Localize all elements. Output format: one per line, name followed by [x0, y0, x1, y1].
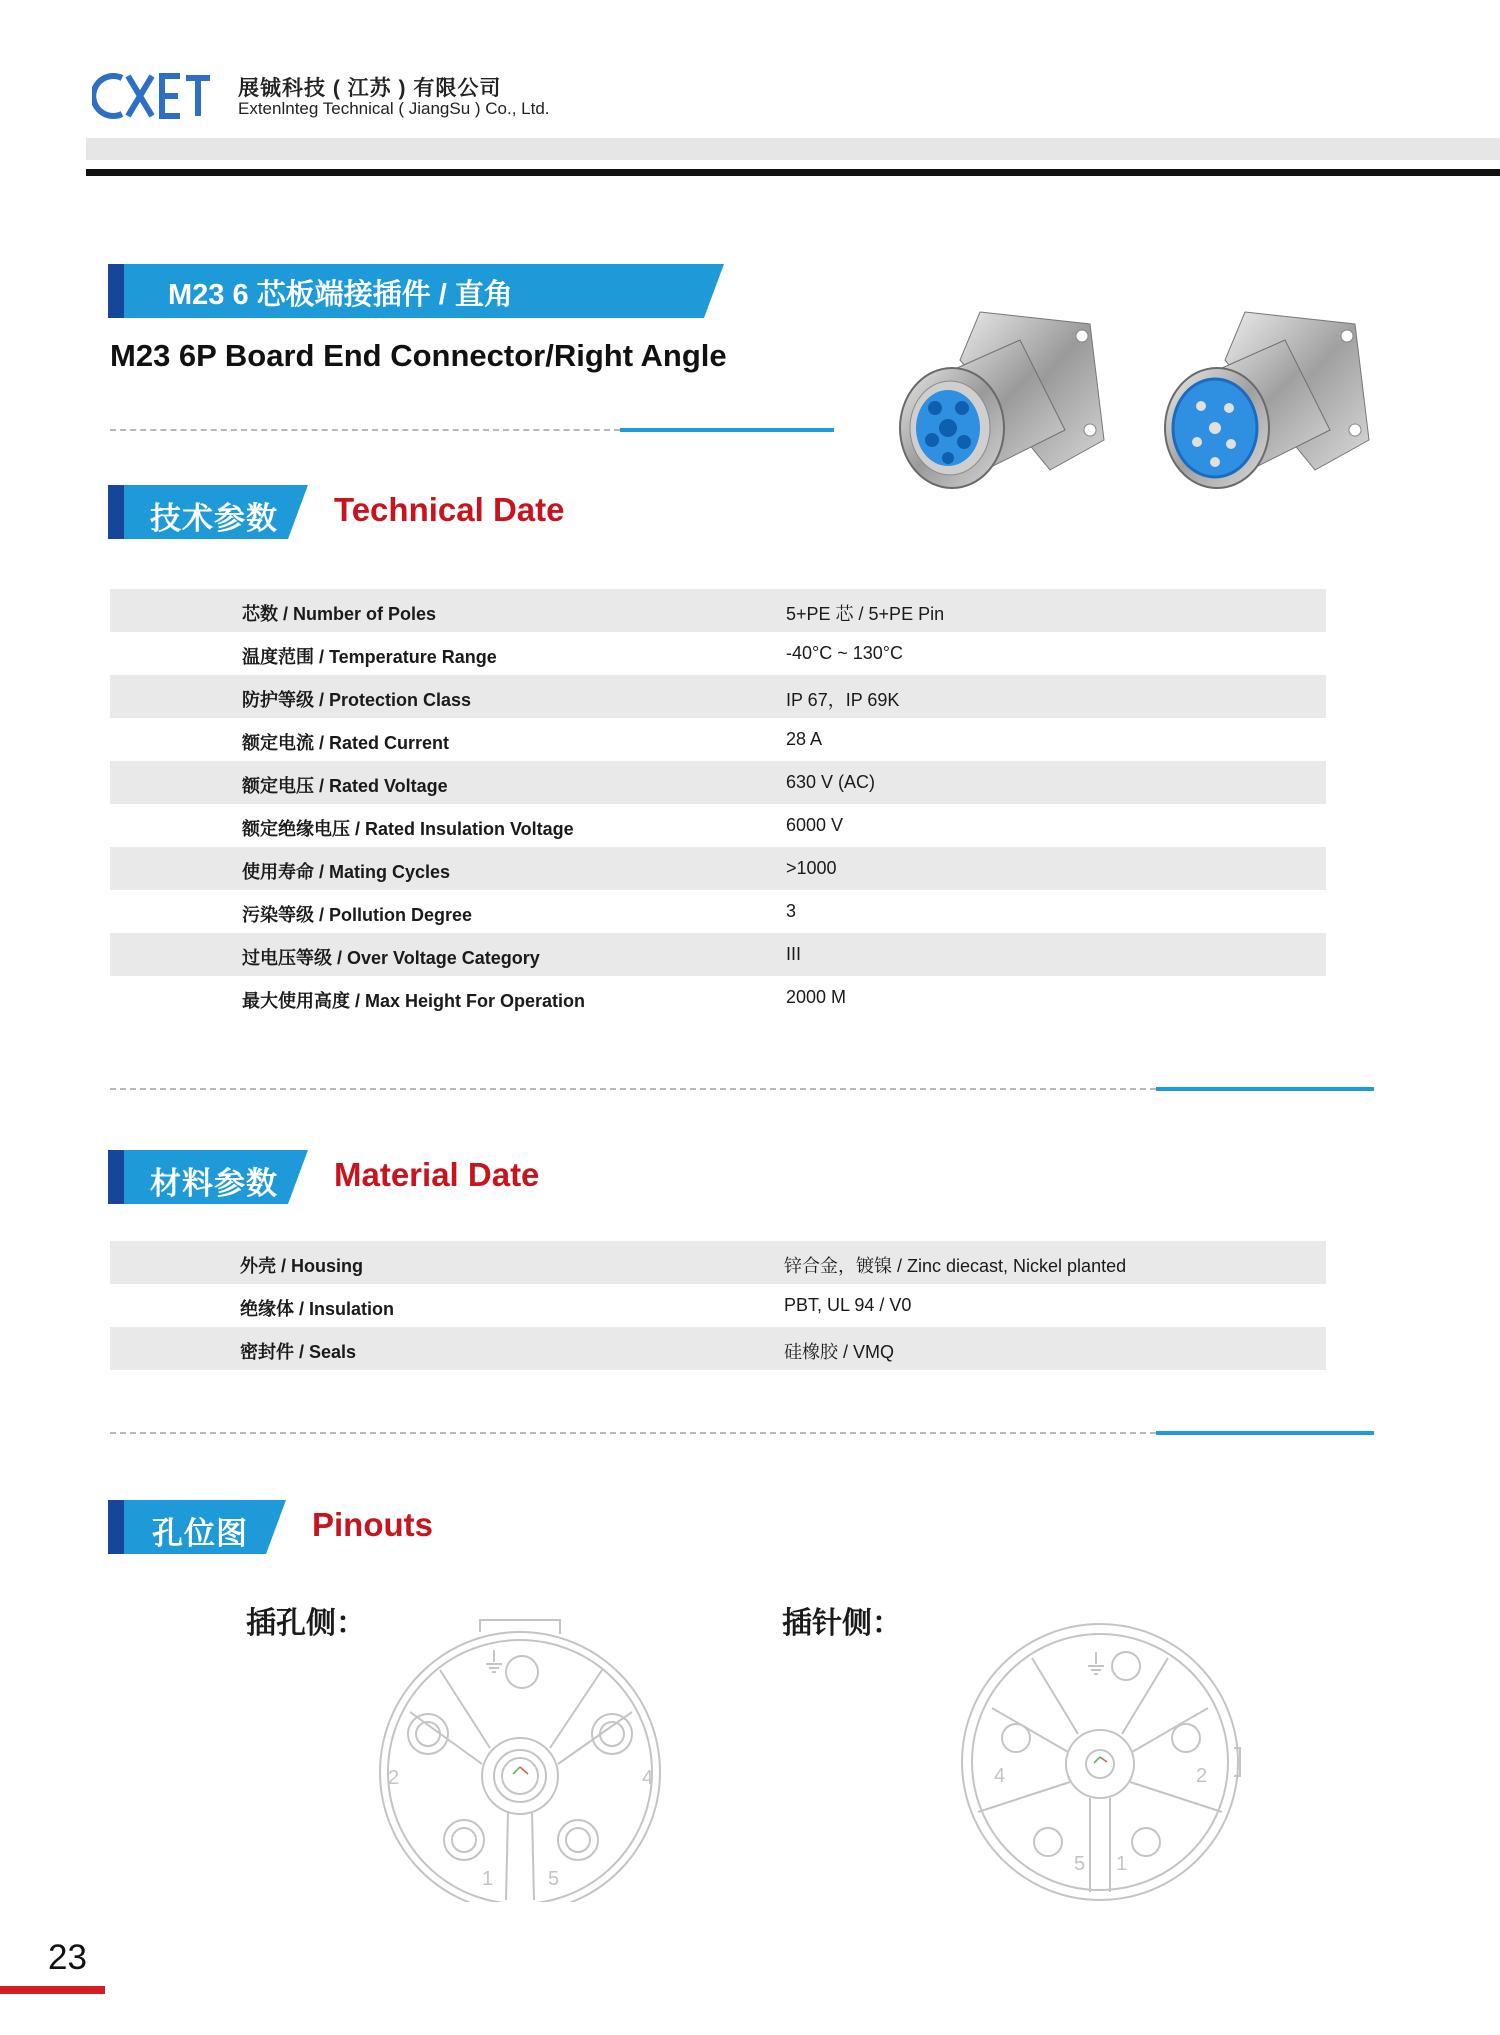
pin-number: 4: [994, 1765, 1006, 1787]
pinouts-heading-en: Pinouts: [312, 1506, 433, 1543]
pin-number: 2: [388, 1767, 400, 1789]
header-band: [86, 138, 1500, 160]
pin-number: 2: [1196, 1765, 1208, 1787]
spec-value: 630 V (AC): [786, 772, 876, 792]
material-heading-cn: 材料参数: [150, 1166, 278, 1201]
company-logo: [92, 70, 210, 122]
technical-heading-cn: 技术参数: [150, 501, 278, 536]
pin-number: 5: [548, 1868, 560, 1890]
header-rule: [86, 169, 1500, 176]
spec-label: 使用寿命 / Mating Cycles: [242, 862, 451, 882]
pin-number: 1: [482, 1868, 494, 1890]
table-row: [110, 632, 1326, 675]
spec-label: 额定绝缘电压 / Rated Insulation Voltage: [242, 819, 574, 839]
spec-value: IP 67，IP 69K: [786, 690, 900, 710]
table-row: [110, 718, 1326, 761]
material-table: [110, 1241, 1326, 1370]
socket-side-pinout-diagram: [370, 1612, 670, 1902]
spec-label: 防护等级 / Protection Class: [242, 690, 472, 710]
spec-label: 外壳 / Housing: [240, 1256, 363, 1276]
table-row: [110, 804, 1326, 847]
table-row: [110, 847, 1326, 890]
spec-label: 额定电压 / Rated Voltage: [242, 776, 448, 796]
pinouts-heading-tag: [108, 1500, 286, 1554]
material-heading-tag: [108, 1150, 308, 1204]
spec-value: 28 A: [786, 729, 823, 749]
table-row: [110, 1327, 1326, 1370]
page-number-bar: [0, 1986, 105, 1994]
pin-side-pinout-diagram: [950, 1612, 1250, 1902]
spec-label: 绝缘体 / Insulation: [240, 1299, 395, 1319]
pin-side-caption: 插针侧：: [782, 1607, 902, 1640]
table-row: [110, 976, 1326, 1019]
technical-heading-en: Technical Date: [334, 491, 565, 528]
table-row: [110, 761, 1326, 804]
spec-value: 2000 M: [786, 987, 847, 1007]
spec-label: 最大使用高度 / Max Height For Operation: [242, 991, 586, 1011]
table-row: [110, 589, 1326, 632]
spec-value: >1000: [786, 858, 837, 878]
product-title-en: M23 6P Board End Connector/Right Angle: [110, 338, 727, 373]
divider: [110, 1087, 1374, 1091]
socket-side-caption: 插孔侧：: [246, 1607, 366, 1640]
company-name-cn: 展铖科技 ( 江苏 ) 有限公司: [238, 77, 502, 100]
spec-label: 芯数 / Number of Poles: [242, 604, 437, 624]
spec-value: III: [786, 944, 802, 964]
spec-value: -40°C ~ 130°C: [786, 643, 903, 663]
page-number: 23: [48, 1938, 87, 1977]
pin-number: 4: [642, 1767, 654, 1789]
pin-number: 5: [1074, 1853, 1086, 1875]
company-name-en: Extenlnteg Technical ( JiangSu ) Co., Ltd.: [238, 99, 550, 118]
product-title-cn: M23 6 芯板端接插件 / 直角: [168, 279, 513, 311]
table-row: [110, 675, 1326, 718]
spec-value: 3: [786, 901, 797, 921]
pinouts-heading-cn: 孔位图: [152, 1516, 248, 1551]
technical-heading-tag: [108, 485, 308, 539]
spec-value: 硅橡胶 / VMQ: [784, 1342, 895, 1362]
spec-value: 锌合金，镀镍 / Zinc diecast, Nickel planted: [784, 1256, 1127, 1276]
table-row: [110, 890, 1326, 933]
material-heading-en: Material Date: [334, 1156, 540, 1193]
spec-label: 额定电流 / Rated Current: [242, 733, 450, 753]
table-row: [110, 933, 1326, 976]
pin-number: 1: [1116, 1853, 1128, 1875]
technical-table: [110, 589, 1326, 1019]
divider: [110, 428, 834, 432]
product-photo-socket: [890, 300, 1110, 520]
spec-label: 过电压等级 / Over Voltage Category: [242, 948, 540, 968]
table-row: [110, 1241, 1326, 1284]
divider: [110, 1431, 1374, 1435]
product-photo-pin: [1155, 300, 1375, 520]
spec-label: 污染等级 / Pollution Degree: [242, 905, 473, 925]
spec-value: 5+PE 芯 / 5+PE Pin: [786, 604, 945, 624]
spec-value: PBT, UL 94 / V0: [784, 1295, 912, 1315]
spec-label: 温度范围 / Temperature Range: [242, 647, 497, 667]
spec-label: 密封件 / Seals: [240, 1342, 357, 1362]
table-row: [110, 1284, 1326, 1327]
spec-value: 6000 V: [786, 815, 844, 835]
